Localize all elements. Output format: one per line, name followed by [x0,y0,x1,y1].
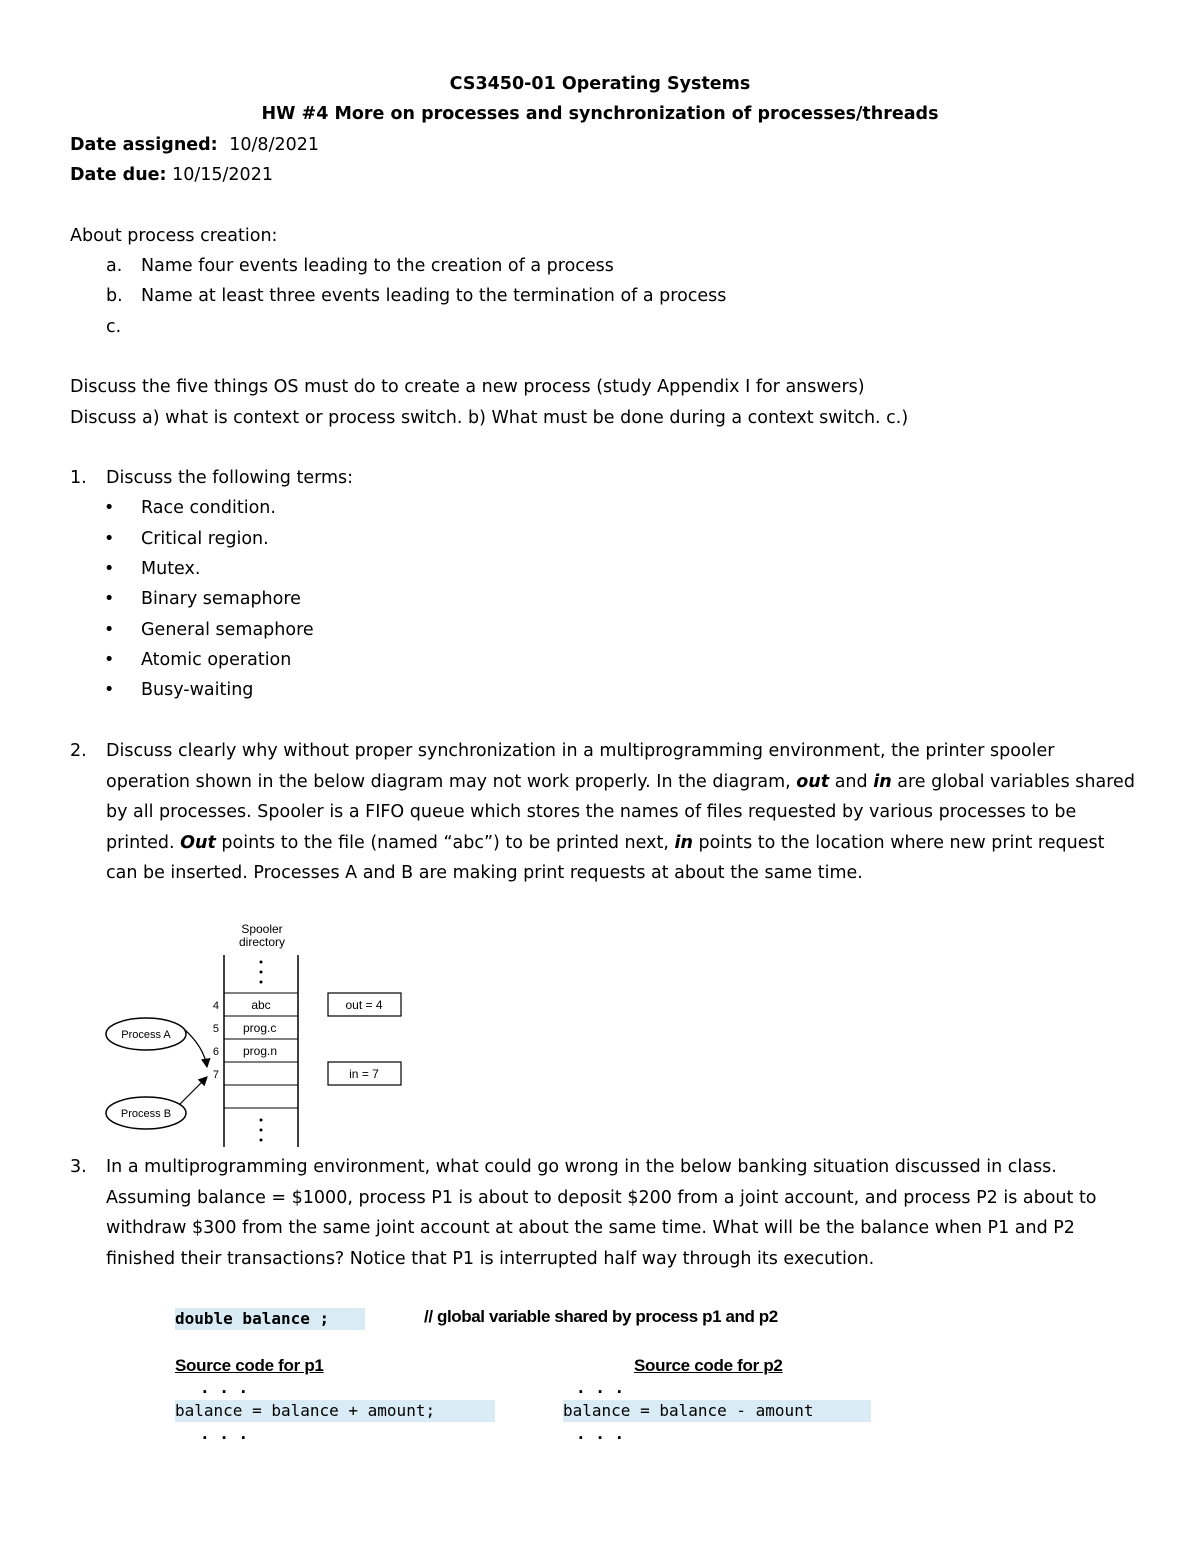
date-assigned-value: 10/8/2021 [229,135,319,155]
q2-text-3: are global variables shared by all processes. Spooler is a FIFO queue which stores the names of files requested by various processes to be printed. [106,771,1135,853]
list-marker-c: c. [106,317,122,337]
bullet-icon: • [104,498,115,518]
p2-code-line: balance = balance - amount [563,1400,871,1422]
p1-ellipsis-bottom: . . . [200,1424,249,1443]
code-comment: // global variable shared by process p1 and p2 [424,1307,778,1326]
p2-ellipsis-bottom: . . . [576,1424,625,1443]
bullet-icon: • [104,589,115,609]
q2-number: 2. [70,741,87,761]
p2-heading: Source code for p2 [634,1356,783,1375]
q3-paragraph: In a multiprogramming environment, what could go wrong in the below banking situation discussed in class. Assuming balance = $1000, process P1 is about to deposit $200 from a joint account, and process P2 is about to withdraw $300 from the same joint account at about the same time. What will be the balance when P1 and P2 finished their transactions? Notice that P1 is interrupted half way through its execution. [106,1157,1097,1269]
bottom-ellipsis-icon [260,1119,263,1142]
p1-code-line: balance = balance + amount; [175,1400,495,1422]
term-item: General semaphore [141,620,314,640]
q1-intro: Discuss the following terms: [106,468,354,488]
in-variable: in [873,771,892,792]
slot-index: 5 [212,1023,219,1035]
discuss-line-1: Discuss the five things OS must do to create a new process (study Appendix I for answers) [70,377,865,397]
process-b-label: Process B [120,1108,172,1120]
list-marker-b: b. [106,286,123,306]
p1-heading: Source code for p1 [175,1356,324,1375]
q3-number: 3. [70,1157,87,1177]
date-due [70,165,273,185]
course-title: CS3450-01 Operating Systems [449,74,751,94]
term-item: Binary semaphore [141,589,301,609]
term-item: Atomic operation [141,650,292,670]
q2-text-5: points to the location where new print request can be inserted. Processes A and B are making print requests at about the same time. [106,832,1105,883]
term-item: Critical region. [141,529,269,549]
q2-text-4: points to the file (named “abc”) to be printed next, [215,832,675,853]
arrow-b-icon [180,1077,207,1104]
term-item: Mutex. [141,559,201,579]
bullet-icon: • [104,680,115,700]
spooler-title: Spooler [241,922,283,936]
q2-paragraph [106,736,1136,889]
term-item: Race condition. [141,498,276,518]
hw-title: HW #4 More on processes and synchronization of processes/threads [261,104,939,124]
bullet-icon: • [104,620,115,640]
top-ellipsis-icon [260,961,263,984]
slot-name: prog.n [243,1044,278,1058]
code-declaration: double balance ; [175,1308,365,1330]
creation-intro: About process creation: [70,226,278,246]
q1-number: 1. [70,468,87,488]
bullet-icon: • [104,650,115,670]
date-assigned [70,135,319,155]
out-label: out = 4 [345,998,383,1012]
out-variable-cap: Out [180,832,216,853]
q2-text-1: Discuss clearly why without proper synchronization in a multiprogramming environment, the printer spooler operation shown in the below diagram may not work properly. In the diagram, [106,741,1055,792]
arrow-a-icon [184,1029,207,1067]
date-due-label: Date due: [70,165,167,185]
bullet-icon: • [104,529,115,549]
q2-text-2: and [829,771,874,792]
creation-item-b: Name at least three events leading to the termination of a process [141,286,727,306]
discuss-line-2: Discuss a) what is context or process switch. b) What must be done during a context switch. c.) [70,408,909,428]
creation-item-a: Name four events leading to the creation of a process [141,256,614,276]
p1-ellipsis-top: . . . [200,1378,249,1397]
list-marker-a: a. [106,256,123,276]
spooler-subtitle: directory [238,935,286,949]
term-item: Busy-waiting [141,680,254,700]
p2-ellipsis-top: . . . [576,1378,625,1397]
date-assigned-label: Date assigned: [70,135,218,155]
date-due-value: 10/15/2021 [172,165,273,185]
slot-index: 4 [212,1000,219,1012]
in-label: in = 7 [349,1067,379,1081]
slot-index: 6 [212,1046,219,1058]
in-variable-2: in [674,832,693,853]
spooler-diagram [100,915,420,1151]
process-a-label: Process A [121,1029,171,1041]
slot-name: abc [251,998,271,1012]
slot-index: 7 [212,1069,219,1081]
bullet-icon: • [104,559,115,579]
out-variable: out [796,771,830,792]
slot-name: prog.c [243,1021,277,1035]
